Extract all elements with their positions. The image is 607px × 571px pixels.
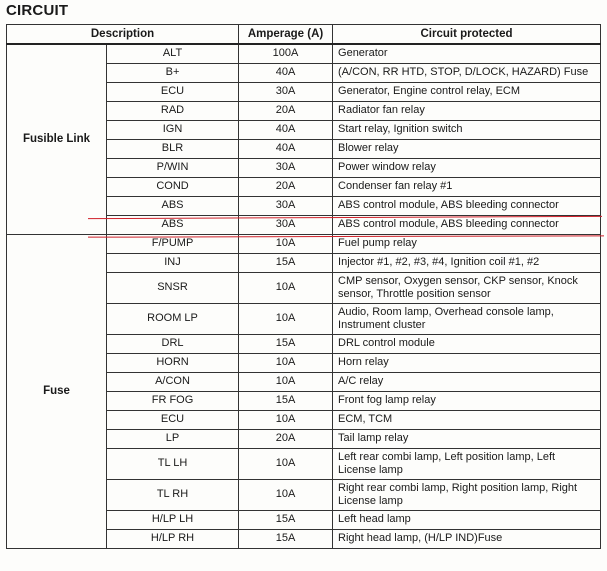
fuse-name-cell: BLR: [107, 139, 239, 158]
header-description: Description: [7, 25, 239, 45]
table-body: [7, 44, 601, 548]
fuse-name-cell: INJ: [107, 253, 239, 272]
fuse-name-cell: COND: [107, 177, 239, 196]
amperage-cell: 20A: [239, 429, 333, 448]
fuse-name-cell: ALT: [107, 44, 239, 63]
circuit-cell: Audio, Room lamp, Overhead console lamp, Instrument cluster: [333, 303, 601, 334]
fuse-name-cell: F/PUMP: [107, 234, 239, 253]
circuit-cell: ABS control module, ABS bleeding connector: [333, 196, 601, 215]
fuse-name-cell: A/CON: [107, 372, 239, 391]
amperage-cell: 10A: [239, 410, 333, 429]
circuit-cell: Injector #1, #2, #3, #4, Ignition coil #1, #2: [333, 253, 601, 272]
amperage-cell: 15A: [239, 253, 333, 272]
circuit-cell: Condenser fan relay #1: [333, 177, 601, 196]
fuse-name-cell: ABS: [107, 215, 239, 234]
circuit-cell: Fuel pump relay: [333, 234, 601, 253]
fuse-name-cell: ECU: [107, 410, 239, 429]
fuse-name-cell: B+: [107, 63, 239, 82]
amperage-cell: 15A: [239, 334, 333, 353]
amperage-cell: 20A: [239, 177, 333, 196]
fuse-name-cell: H/LP LH: [107, 510, 239, 529]
circuit-cell: Power window relay: [333, 158, 601, 177]
circuit-cell: A/C relay: [333, 372, 601, 391]
amperage-cell: 10A: [239, 448, 333, 479]
group-label: Fuse: [7, 234, 107, 548]
circuit-cell: Right head lamp, (H/LP IND)Fuse: [333, 529, 601, 548]
amperage-cell: 15A: [239, 529, 333, 548]
circuit-cell: DRL control module: [333, 334, 601, 353]
amperage-cell: 10A: [239, 353, 333, 372]
amperage-cell: 30A: [239, 158, 333, 177]
circuit-cell: Right rear combi lamp, Right position lamp, Right License lamp: [333, 479, 601, 510]
fuse-name-cell: TL RH: [107, 479, 239, 510]
amperage-cell: 30A: [239, 196, 333, 215]
circuit-cell: Left head lamp: [333, 510, 601, 529]
amperage-cell: 15A: [239, 391, 333, 410]
circuit-cell: Radiator fan relay: [333, 101, 601, 120]
fuse-name-cell: RAD: [107, 101, 239, 120]
amperage-cell: 10A: [239, 234, 333, 253]
circuit-cell: Front fog lamp relay: [333, 391, 601, 410]
amperage-cell: 40A: [239, 139, 333, 158]
amperage-cell: 10A: [239, 479, 333, 510]
circuit-cell: Start relay, Ignition switch: [333, 120, 601, 139]
amperage-cell: 10A: [239, 303, 333, 334]
fuse-table: [6, 24, 601, 549]
amperage-cell: 10A: [239, 372, 333, 391]
circuit-cell: Horn relay: [333, 353, 601, 372]
fuse-name-cell: H/LP RH: [107, 529, 239, 548]
fuse-name-cell: DRL: [107, 334, 239, 353]
amperage-cell: 30A: [239, 82, 333, 101]
amperage-cell: 30A: [239, 215, 333, 234]
circuit-cell: Generator: [333, 44, 601, 63]
circuit-cell: Blower relay: [333, 139, 601, 158]
circuit-cell: ECM, TCM: [333, 410, 601, 429]
circuit-cell: Left rear combi lamp, Left position lamp, Left License lamp: [333, 448, 601, 479]
fuse-name-cell: TL LH: [107, 448, 239, 479]
header-amperage: Amperage (A): [239, 25, 333, 45]
circuit-cell: Tail lamp relay: [333, 429, 601, 448]
header-circuit: Circuit protected: [333, 25, 601, 45]
circuit-cell: (A/CON, RR HTD, STOP, D/LOCK, HAZARD) Fuse: [333, 63, 601, 82]
group-label: Fusible Link: [7, 44, 107, 234]
amperage-cell: 20A: [239, 101, 333, 120]
fuse-name-cell: ABS: [107, 196, 239, 215]
fuse-name-cell: FR FOG: [107, 391, 239, 410]
table-header-row: [7, 25, 601, 45]
fuse-name-cell: ROOM LP: [107, 303, 239, 334]
fuse-name-cell: P/WIN: [107, 158, 239, 177]
circuit-cell: CMP sensor, Oxygen sensor, CKP sensor, Knock sensor, Throttle position sensor: [333, 272, 601, 303]
amperage-cell: 100A: [239, 44, 333, 63]
fuse-name-cell: ECU: [107, 82, 239, 101]
circuit-cell: Generator, Engine control relay, ECM: [333, 82, 601, 101]
circuit-cell: ABS control module, ABS bleeding connector: [333, 215, 601, 234]
fuse-name-cell: LP: [107, 429, 239, 448]
amperage-cell: 40A: [239, 63, 333, 82]
amperage-cell: 15A: [239, 510, 333, 529]
amperage-cell: 10A: [239, 272, 333, 303]
fuse-name-cell: SNSR: [107, 272, 239, 303]
fuse-name-cell: IGN: [107, 120, 239, 139]
table-row: [7, 44, 601, 63]
fuse-name-cell: HORN: [107, 353, 239, 372]
amperage-cell: 40A: [239, 120, 333, 139]
section-heading: CIRCUIT: [6, 2, 69, 19]
